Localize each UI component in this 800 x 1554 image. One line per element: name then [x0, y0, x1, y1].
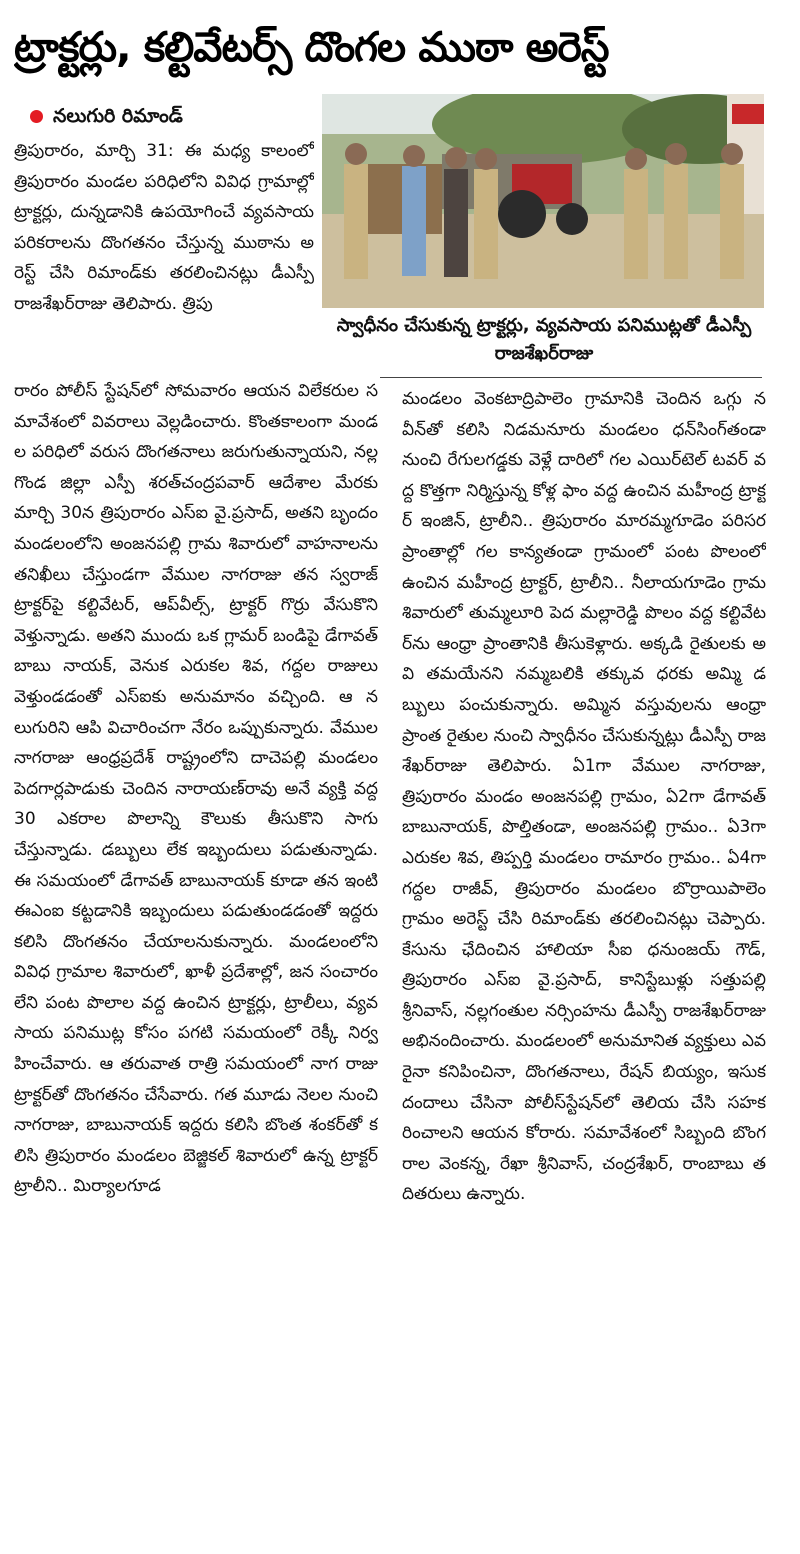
body-column-1-bottom: రారం పోలీస్ స్టేషన్‌లో సోమవారం ఆయన విలేకరుల సమావేశంలో వివరాలు వెల్లడించారు. కొంతకాలంగా మండల పరిధిలో వరుస దొంగతనాలు జరుగుతున్నాయని, నల్లగొండ జిల్లా ఎస్పీ శరత్‌చంద్రపవార్ ఆదేశాల మేరకు మార్చి 30న త్రిపురారం ఎస్ఐ వై.ప్రసాద్, అతని బృందం మండలంలోని అంజనపల్లి గ్రామ శివారులో వాహనాలను తనిఖీలు చేస్తుండగా వేముల నాగరాజు తన స్వరాజ్ ట్రాక్టర్‌పై కల్టివేటర్, ఆప్‌వీల్స్, ట్రాక్టర్ గొర్రు వేసుకొని వెళ్తున్నాడు. అతని ముందు ఒక గ్లామర్ బండిపై డేగావత్ బాబు నాయక్, వెనుక ఎరుకల శివ, గద్దల రాజులు వెళ్తుండడంతో ఎస్ఐకు అనుమానం వచ్చింది. ఆ నలుగురిని ఆపి విచారించగా నేరం ఒప్పుకున్నారు. వేముల నాగరాజు ఆంధ్రప్రదేశ్ రాష్ట్రంలోని దాచెపల్లి మండలం పెదగార్లపాడుకు చెందిన నారాయణ్‌రావు అనే వ్యక్తి వద్ద 30 ఎకరాల పొలాన్ని కౌలుకు తీసుకొని సాగు చేస్తున్నాడు. డబ్బులు లేక ఇబ్బందులు పడుతున్నాడు. ఈ సమయంలో డేగావత్ బాబునాయక్ కూడా తన ఇంటి ఈఎంఐ కట్టడానికి ఇబ్బందులు పడుతుండడంతో ఇద్దరు కలిసి దొంగతనం చేయాలనుకున్నారు. మండలంలోని వివిధ గ్రామాల శివారులో, ఖాళీ ప్రదేశాల్లో, జన సంచారం లేని పంట పొలాల వద్ద ఉంచిన ట్రాక్టర్లు, ట్రాలీలు, వ్యవసాయ పనిముట్ల కోసం పగటి సమయంలో రెక్కీ నిర్వహించేవారు. ఆ తరువాత రాత్రి సమయంలో నాగ రాజు ట్రాక్టర్‌తో దొంగతనం చేసేవారు. గత మూడు నెలల నుంచి నాగరాజు, బాబునాయక్ ఇద్దరు కలిసి బొంత శంకర్‌తో కలిసి త్రిపురారం మండలం బెజ్జికల్ శివారులో ఉన్న ట్రాక్టర్ ట్రాలీని.. మిర్యాలగూడ — [14, 381, 378, 1197]
body-column-1-top: త్రిపురారం, మార్చి 31: ఈ మధ్య కాలంలో త్రిపురారం మండల పరిధిలోని వివిధ గ్రామాల్లో ట్రాక్టర్లు, దున్నడానికి ఉపయోగించే వ్యవసాయ పరికరాలను దొంగతనం చేస్తున్న ముఠాను అరెస్ట్ చేసి రిమాండ్‌కు తరలించినట్లు డీఎస్పీ రాజశేఖర్‌రాజు తెలిపారు. త్రిపు — [14, 141, 314, 314]
caption-divider — [380, 377, 762, 378]
kicker-text: నలుగురి రిమాండ్ — [53, 105, 183, 127]
bullet-dot-icon — [30, 110, 43, 123]
photo-illustration — [322, 94, 764, 308]
kicker-subheading — [30, 100, 330, 132]
headline: ట్రాక్టర్లు, కల్టివేటర్స్ దొంగల ముఠా అరెస్ట్ — [14, 23, 609, 71]
photo-caption: స్వాధీనం చేసుకున్న ట్రాక్టర్లు, వ్యవసాయ పనిముట్లతో డీఎస్పీ రాజశేఖర్‌రాజు — [336, 315, 752, 364]
news-photo — [322, 94, 764, 308]
body-column-2: మండలం వెంకటాద్రిపాలెం గ్రామానికి చెందిన ఒగ్గు నవీన్‌తో కలిసి నిడమనూరు మండలం ధన్‌సింగ్‌తండా నుంచి రేగులగడ్డకు వెళ్లే దారిలో గల ఎయిర్‌టెల్ టవర్ వద్ద కొత్తగా నిర్మిస్తున్న కోళ్ల ఫాం వద్ద ఉంచిన మహీంద్ర ట్రాక్టర్ ఇంజిన్, ట్రాలీని.. త్రిపురారం మారమ్మగూడెం పరిసర ప్రాంతాల్లో గల కాన్యతండా గ్రామంలో పంట పొలంలో ఉంచిన మహీంద్ర ట్రాక్టర్, ట్రాలీని.. నీలాయగూడెం గ్రామ శివారులో తుమ్మలూరి పెద మల్లారెడ్డి పొలం వద్ద కల్టివేటర్‌ను ఆంధ్రా ప్రాంతానికి తీసుకెళ్లారు. అక్కడి రైతులకు అవి తమయేనని నమ్మబలికి తక్కువ ధరకు అమ్మి డబ్బులు పంచుకున్నారు. అమ్మిన వస్తువులను ఆంధ్రా ప్రాంత రైతుల నుంచి స్వాధీనం చేసుకున్నట్లు డీఎస్పీ రాజశేఖర్‌రాజు తెలిపారు. ఏ1గా వేముల నాగరాజు, త్రిపురారం మండం అంజనపల్లి గ్రామం, ఏ2గా డేగావత్ బాబునాయక్, పొల్తితండా, అంజనపల్లి గ్రామం.. ఏ3గా ఎరుకల శివ, తిప్పర్తి మండలం రామారం గ్రామం.. ఏ4గా గద్దల రాజీవ్, త్రిపురారం మండలం బొర్రాయిపాలెం గ్రామం అరెస్ట్ చేసి రిమాండ్‌కు తరలించినట్లు చెప్పారు. కేసును ఛేదించిన హాలియా సీఐ ధనుంజయ్ గౌడ్, త్రిపురారం ఎస్ఐ వై.ప్రసాద్, కానిస్టేబుళ్లు సత్తుపల్లి శ్రీనివాస్, నల్లగంతుల నర్సింహను డీఎస్పీ రాజశేఖర్‌రాజు అభినందించారు. మండలంలో అనుమానిత వ్యక్తులు ఎవరైనా కనిపించినా, దొంగతనాలు, రేషన్ బియ్యం, ఇసుక దందాలు చేసినా పోలీస్‌స్టేషన్‌లో తెలియ చేసి సహకరించాలని ఆయన కోరారు. సమావేశంలో సిబ్బంది బొంగరాల వెంకన్న, రేఖా శ్రీనివాస్, చంద్రశేఖర్, రాంబాబు తదితరులు ఉన్నారు. — [402, 389, 766, 1205]
